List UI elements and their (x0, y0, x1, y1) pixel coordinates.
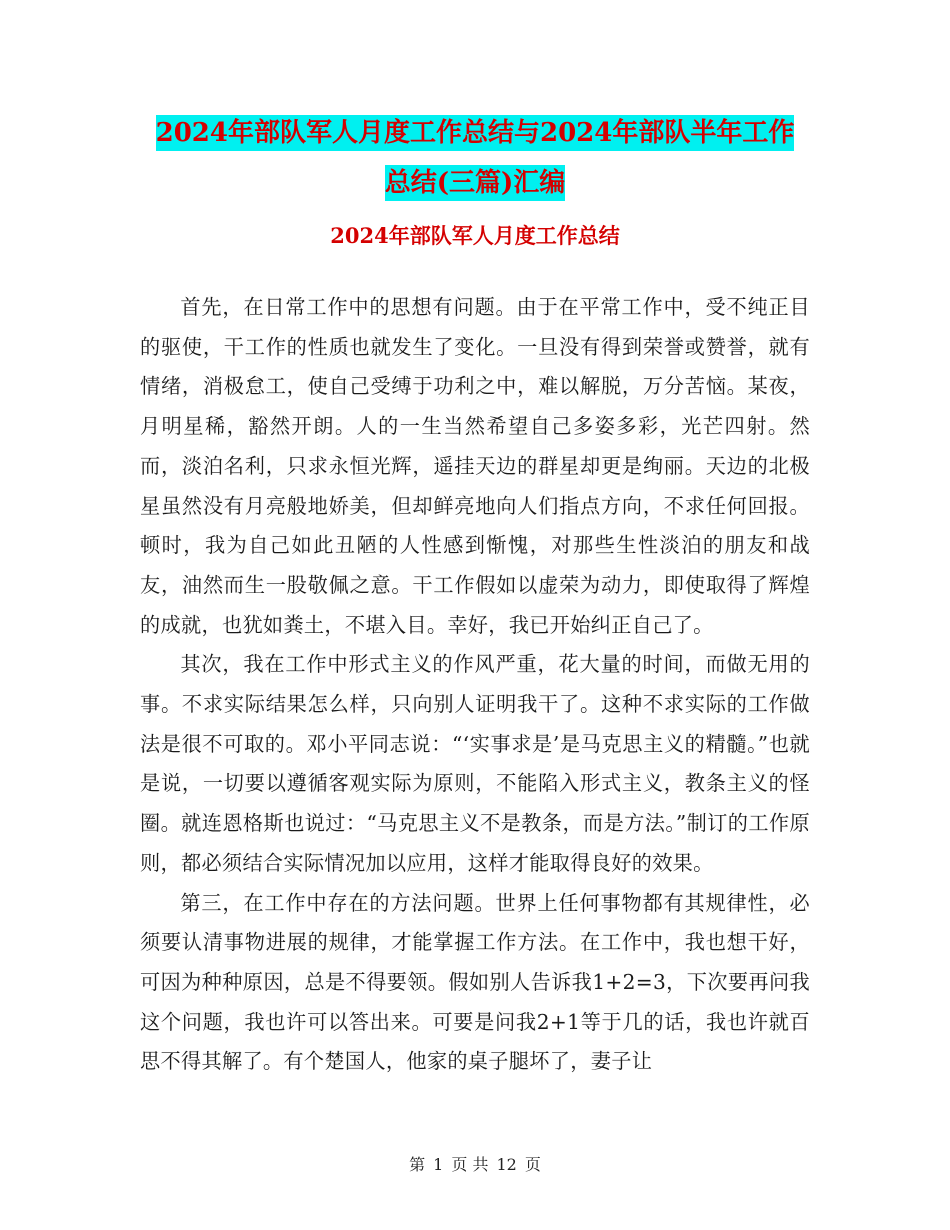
footer-prefix: 第 (409, 1155, 426, 1174)
document-title-line-1: 2024年部队军人月度工作总结与2024年部队半年工作 (156, 115, 795, 151)
footer-page-number: 1 (433, 1155, 444, 1174)
document-title (140, 108, 810, 208)
footer-suffix: 页 (524, 1155, 541, 1174)
footer-middle: 页 共 (451, 1155, 489, 1174)
section-title: 2024年部队军人月度工作总结 (330, 223, 620, 248)
paragraph-1: 首先，在日常工作中的思想有问题。由于在平常工作中，受不纯正目的驱使，干工作的性质也就发生了变化。一旦没有得到荣誉或赞誉，就有情绪，消极怠工，使自己受缚于功利之中，难以解脱，万分苦恼。某夜，月明星稀，豁然开朗。人的一生当然希望自己多姿多彩，光芒四射。然而，淡泊名利，只求永恒光辉，遥挂天边的群星却更是绚丽。天边的北极星虽然没有月亮般地娇美，但却鲜亮地向人们指点方向，不求任何回报。顿时，我为自己如此丑陋的人性感到惭愧，对那些生性淡泊的朋友和战友，油然而生一股敬佩之意。干工作假如以虚荣为动力，即使取得了辉煌的成就，也犹如粪土，不堪入目。幸好，我已开始纠正自己了。 (140, 295, 810, 637)
document-body (140, 288, 810, 1082)
page-footer (0, 1154, 950, 1176)
footer-total-pages: 12 (496, 1155, 517, 1174)
paragraph-2: 其次，我在工作中形式主义的作风严重，花大量的时间，而做无用的事。不求实际结果怎么样，只向别人证明我干了。这种不求实际的工作做法是很不可取的。邓小平同志说：“‘实事求是’是马克思主义的精髓。”也就是说，一切要以遵循客观实际为原则，不能陷入形式主义，教条主义的怪圈。就连恩格斯也说过：“马克思主义不是教条，而是方法。”制订的工作原则，都必须结合实际情况加以应用，这样才能取得良好的效果。 (140, 652, 810, 875)
document-title-line-2: 总结(三篇)汇编 (385, 165, 566, 201)
paragraph-3: 第三，在工作中存在的方法问题。世界上任何事物都有其规律性，必须要认清事物进展的规律，才能掌握工作方法。在工作中，我也想干好，可因为种种原因，总是不得要领。假如别人告诉我1+2=3，下次要再问我这个问题，我也许可以答出来。可要是问我2+1等于几的话，我也许就百思不得其解了。有个楚国人，他家的桌子腿坏了，妻子让 (140, 890, 810, 1074)
